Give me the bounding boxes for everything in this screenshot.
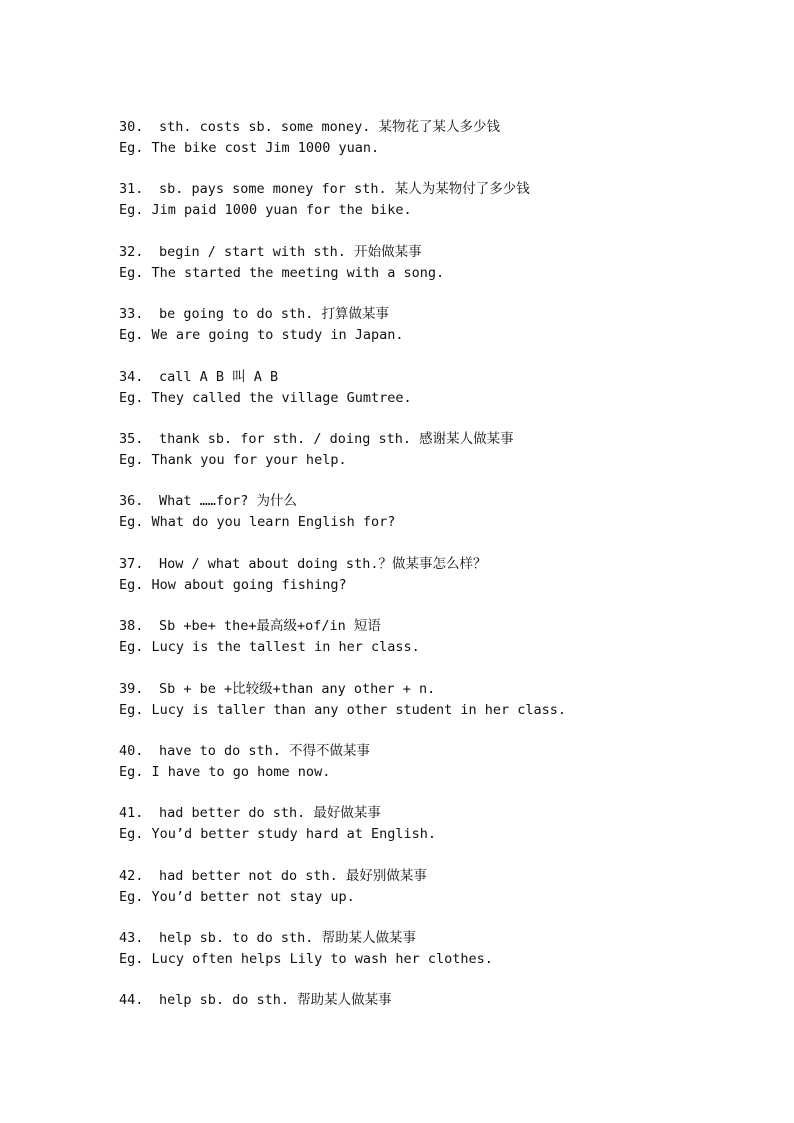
list-item — [119, 803, 739, 865]
example-line: Eg. You’d better study hard at English. — [119, 826, 436, 843]
example-line: Eg. The started the meeting with a song. — [119, 264, 445, 281]
item-number: 37. — [119, 555, 144, 572]
example-line: Eg. Lucy often helps Lily to wash her clothes. — [119, 951, 493, 968]
item-number: 39. — [119, 680, 144, 697]
phrase-text: Sb + be +比较级+than any other + n. — [159, 680, 436, 697]
item-number: 33. — [119, 306, 144, 323]
phrase-text: have to do sth. 不得不做某事 — [159, 742, 371, 759]
list-item — [119, 679, 739, 741]
phrase-line — [119, 242, 739, 263]
phrase-text: had better not do sth. 最好别做某事 — [159, 867, 427, 884]
item-number: 38. — [119, 618, 144, 635]
example-line: Eg. Thank you for your help. — [119, 451, 347, 468]
phrase-line — [119, 679, 739, 700]
phrase-text: sb. pays some money for sth. 某人为某物付了多少钱 — [159, 181, 530, 198]
phrase-line — [119, 803, 739, 824]
list-item — [119, 179, 739, 241]
phrase-text: sth. costs sb. some money. 某物花了某人多少钱 — [159, 119, 500, 135]
example-line: Eg. You’d better not stay up. — [119, 888, 355, 905]
phrase-text: thank sb. for sth. / doing sth. 感谢某人做某事 — [159, 430, 514, 447]
example-line: Eg. They called the village Gumtree. — [119, 389, 412, 406]
phrase-line — [119, 866, 739, 887]
phrase-line — [119, 429, 739, 450]
example-line: Eg. The bike cost Jim 1000 yuan. — [119, 140, 380, 156]
phrase-line — [119, 304, 739, 325]
list-item — [119, 117, 739, 179]
phrase-text: call A B 叫 A B — [159, 368, 279, 385]
phrase-line — [119, 741, 739, 762]
example-line: Eg. Lucy is the tallest in her class. — [119, 639, 420, 656]
phrase-line — [119, 554, 739, 575]
list-item — [119, 866, 739, 928]
list-item — [119, 616, 739, 678]
item-number: 35. — [119, 430, 144, 447]
phrase-text: be going to do sth. 打算做某事 — [159, 306, 390, 323]
item-number: 43. — [119, 930, 144, 947]
phrase-text: help sb. to do sth. 帮助某人做某事 — [159, 930, 417, 947]
phrase-list — [119, 117, 739, 1053]
example-line: Eg. What do you learn English for? — [119, 514, 396, 531]
phrase-text: How / what about doing sth.？做某事怎么样？ — [159, 555, 487, 572]
item-number: 40. — [119, 742, 144, 759]
list-item — [119, 367, 739, 429]
list-item — [119, 554, 739, 616]
phrase-line — [119, 491, 739, 512]
phrase-text: What ……for? 为什么 — [159, 493, 298, 510]
item-number: 32. — [119, 243, 144, 260]
list-item — [119, 928, 739, 990]
example-line: Eg. We are going to study in Japan. — [119, 327, 404, 344]
phrase-line — [119, 990, 739, 1011]
phrase-line — [119, 928, 739, 949]
phrase-text: had better do sth. 最好做某事 — [159, 805, 381, 822]
item-number: 41. — [119, 805, 144, 822]
item-number: 44. — [119, 992, 144, 1009]
phrase-text: help sb. do sth. 帮助某人做某事 — [159, 992, 392, 1009]
phrase-text: begin / start with sth. 开始做某事 — [159, 243, 422, 260]
example-line: Eg. How about going fishing? — [119, 576, 347, 593]
item-number: 36. — [119, 493, 144, 510]
phrase-line — [119, 616, 739, 637]
list-item — [119, 304, 739, 366]
item-number: 42. — [119, 867, 144, 884]
example-line: Eg. I have to go home now. — [119, 763, 331, 780]
list-item — [119, 242, 739, 304]
phrase-line — [119, 367, 739, 388]
list-item — [119, 741, 739, 803]
list-item — [119, 990, 739, 1052]
example-line: Eg. Lucy is taller than any other student in her class. — [119, 701, 567, 718]
item-number: 30. — [119, 119, 144, 135]
list-item — [119, 429, 739, 491]
item-number: 34. — [119, 368, 144, 385]
phrase-line — [119, 117, 739, 138]
example-line: Eg. Jim paid 1000 yuan for the bike. — [119, 202, 412, 219]
phrase-text: Sb +be+ the+最高级+of/in 短语 — [159, 618, 381, 635]
list-item — [119, 491, 739, 553]
item-number: 31. — [119, 181, 144, 198]
phrase-line — [119, 179, 739, 200]
